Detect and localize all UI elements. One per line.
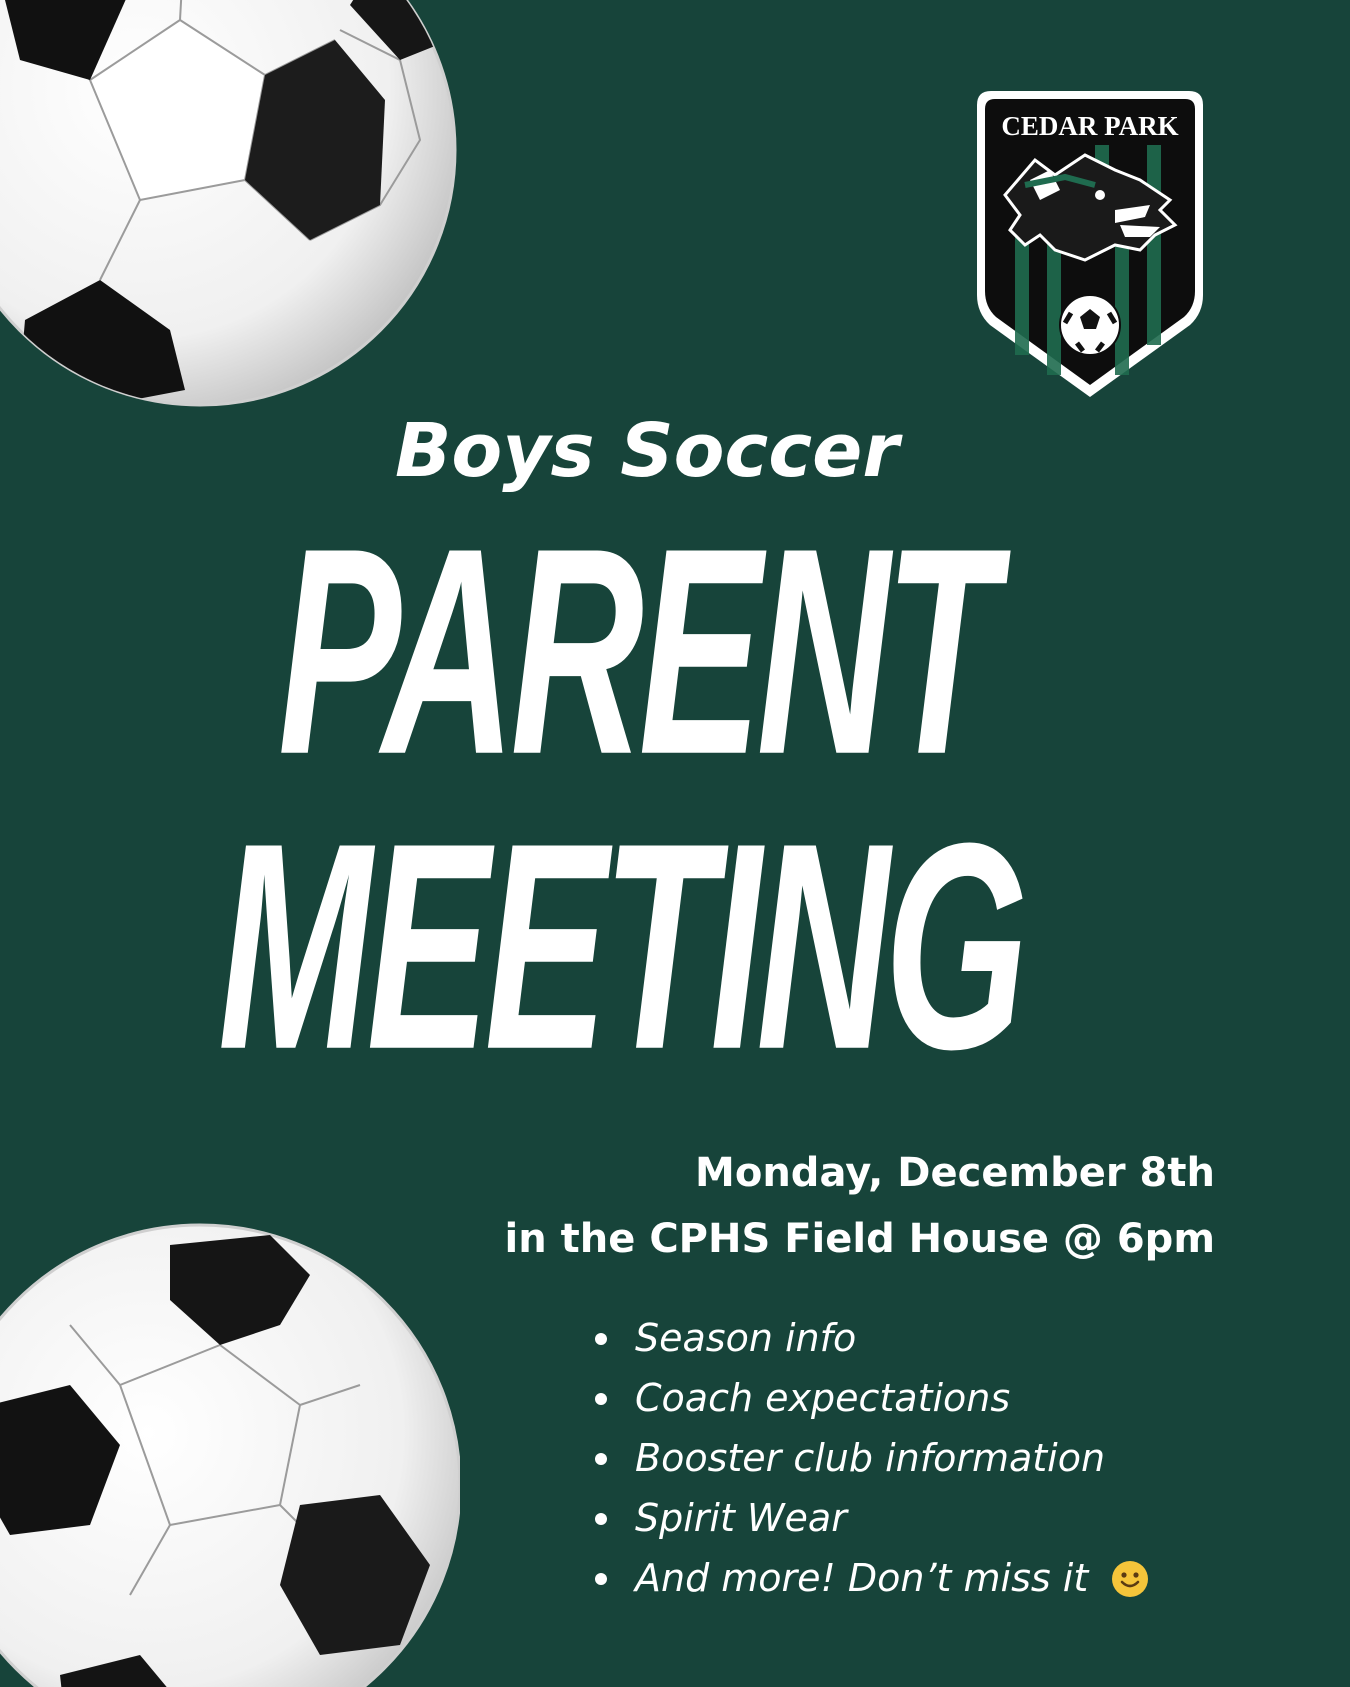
bullet-icon <box>595 1513 607 1525</box>
agenda-item-text: Coach expectations <box>635 1376 1011 1420</box>
headline-line-2: MEETING <box>218 781 1023 1111</box>
list-item <box>595 1548 1148 1608</box>
soccer-ball-image <box>0 1205 460 1687</box>
subtitle-boys-soccer: Boys Soccer <box>395 408 899 494</box>
list-item <box>595 1308 1148 1368</box>
bullet-icon <box>595 1333 607 1345</box>
meeting-location: in the CPHS Field House @ 6pm <box>504 1216 1215 1262</box>
bullet-icon <box>595 1393 607 1405</box>
meeting-date: Monday, December 8th <box>695 1150 1215 1196</box>
crest-text: CEDAR PARK <box>1001 111 1179 141</box>
list-item <box>595 1488 1148 1548</box>
smiley-emoji-icon <box>1112 1561 1148 1597</box>
cedar-park-crest-logo <box>965 85 1215 405</box>
soccer-ball-image <box>0 0 470 420</box>
agenda-item-text: Season info <box>635 1316 857 1360</box>
agenda-item-text: Spirit Wear <box>635 1496 847 1540</box>
agenda-item-text: And more! Don’t miss it <box>635 1556 1089 1600</box>
agenda-list <box>595 1308 1148 1608</box>
meeting-details <box>505 1140 1215 1272</box>
list-item <box>595 1368 1148 1428</box>
bullet-icon <box>595 1573 607 1585</box>
bullet-icon <box>595 1453 607 1465</box>
list-item <box>595 1428 1148 1488</box>
headline-line-1: PARENT <box>278 486 993 816</box>
agenda-item-text: Booster club information <box>635 1436 1106 1480</box>
